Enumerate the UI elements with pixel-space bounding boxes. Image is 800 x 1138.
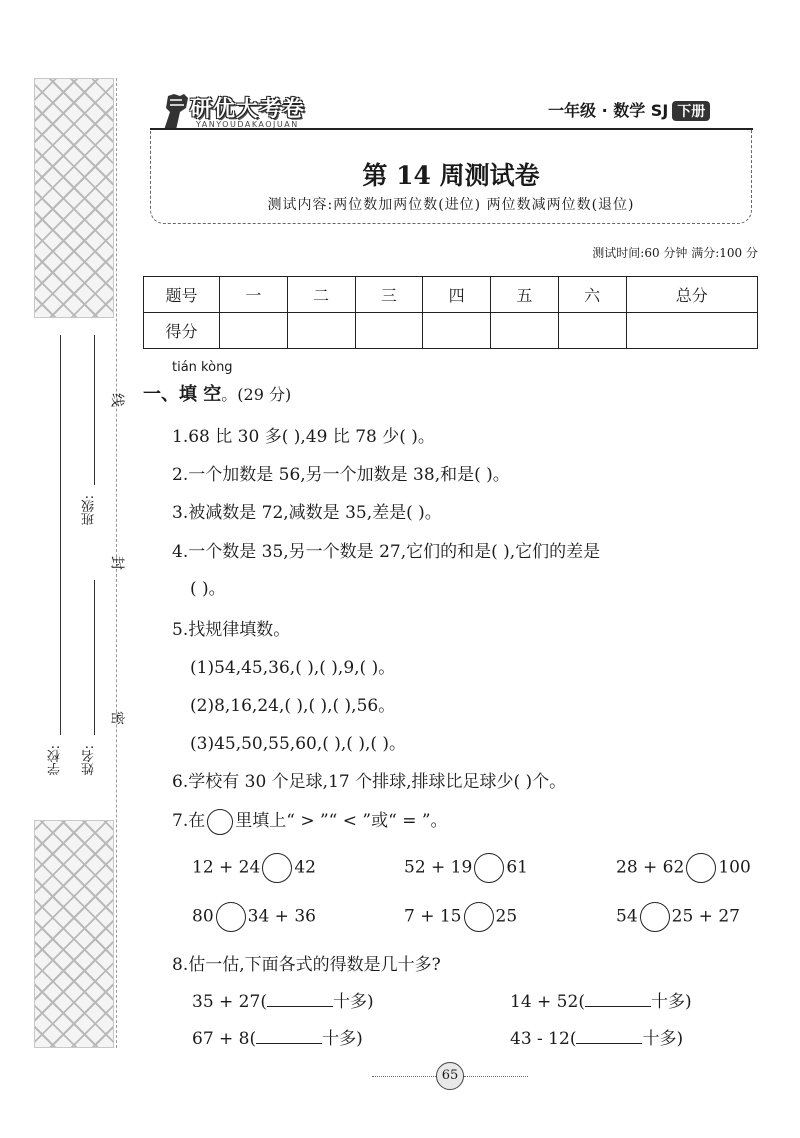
table-cell: 五: [491, 277, 559, 313]
compare-right: 25: [495, 906, 518, 927]
question-5-3: (3)45,50,55,60,( ),( ),( )。: [190, 734, 407, 754]
compare-left: 52 + 19: [404, 857, 473, 878]
section-heading: [143, 380, 291, 406]
seal-mark-seal: 封: [111, 554, 125, 570]
test-content: 测试内容:两位数加两位数(进位) 两位数减两位数(退位): [267, 197, 635, 213]
table-cell: 题号: [144, 277, 220, 313]
table-cell: 一: [220, 277, 288, 313]
score-cell[interactable]: [220, 313, 288, 349]
question-5-1: (1)54,45,36,( ),( ),9,( )。: [190, 658, 396, 678]
answer-blank[interactable]: [256, 1028, 322, 1044]
score-cell[interactable]: [491, 313, 559, 349]
compare-item: [616, 902, 740, 932]
section-label: 一、填 空: [143, 384, 222, 405]
compare-circle[interactable]: [464, 902, 494, 932]
compare-circle[interactable]: [216, 902, 246, 932]
grade-label: [548, 98, 710, 121]
compare-left: 7 + 15: [404, 906, 462, 927]
pinyin-annotation: tián kòng: [172, 360, 233, 375]
page-title: 第 14 周测试卷: [362, 161, 540, 190]
answer-blank[interactable]: [585, 991, 651, 1007]
compare-item: [616, 853, 751, 883]
compare-left: 28 + 62: [616, 857, 685, 878]
class-label: 班级:: [82, 495, 97, 526]
q7-prefix: 7.在: [172, 811, 206, 831]
name-label: 姓名:: [82, 745, 97, 776]
compare-item: [404, 902, 517, 932]
compare-left: 80: [192, 906, 214, 927]
estimate-item: [192, 987, 374, 1012]
estimate-item: [192, 1024, 363, 1049]
compare-right: 34 + 36: [247, 906, 316, 927]
score-cell[interactable]: [558, 313, 626, 349]
answer-blank[interactable]: [267, 991, 333, 1007]
question-8: 8.估一估,下面各式的得数是几十多?: [172, 955, 441, 975]
margin-pattern-bottom: [34, 820, 114, 1048]
table-cell: 六: [558, 277, 626, 313]
compare-circle[interactable]: [262, 853, 292, 883]
score-cell[interactable]: [287, 313, 355, 349]
question-5-2: (2)8,16,24,( ),( ),( ),56。: [190, 696, 396, 716]
compare-circle[interactable]: [474, 853, 504, 883]
logo-text: 研优大考卷: [190, 97, 306, 122]
compare-circle[interactable]: [686, 853, 716, 883]
compare-item: [404, 853, 528, 883]
table-row: [144, 313, 758, 349]
score-cell[interactable]: [355, 313, 423, 349]
question-4: 4.一个数是 35,另一个数是 27,它们的和是( ),它们的差是: [172, 542, 601, 562]
estimate-expr: 35 + 27(: [192, 992, 267, 1012]
term-badge: 下册: [672, 101, 710, 121]
estimate-expr: 14 + 52(: [510, 992, 585, 1012]
question-5: 5.找规律填数。: [172, 620, 291, 640]
logo: [152, 90, 332, 132]
compare-right: 61: [506, 857, 528, 878]
answer-blank[interactable]: [576, 1028, 642, 1044]
question-2: 2.一个加数是 56,另一个加数是 38,和是( )。: [172, 465, 510, 485]
table-cell: 总分: [626, 277, 758, 313]
estimate-tail: 十多): [322, 1029, 363, 1049]
school-line: [60, 335, 61, 735]
q7-suffix: 里填上“ > ”“ < ”或“ = ”。: [235, 811, 448, 831]
table-row: [144, 277, 758, 313]
name-line: [94, 580, 95, 735]
compare-right: 42: [294, 857, 316, 878]
table-cell: 得分: [144, 313, 220, 349]
fist-icon: [156, 90, 192, 132]
question-7: [172, 806, 448, 835]
circle-icon: [207, 809, 233, 835]
compare-circle[interactable]: [640, 902, 670, 932]
question-1: 1.68 比 30 多( ),49 比 78 少( )。: [172, 427, 435, 447]
score-table: [143, 276, 758, 349]
margin-pattern-top: [34, 78, 114, 318]
footer-line-left: [372, 1076, 436, 1077]
footer-line-right: [464, 1076, 528, 1077]
question-3: 3.被减数是 72,减数是 35,差是( )。: [172, 503, 442, 523]
section-points: 。(29 分): [221, 385, 292, 404]
score-cell[interactable]: [423, 313, 491, 349]
compare-right: 100: [718, 857, 751, 878]
table-cell: 二: [287, 277, 355, 313]
test-time: 测试时间:60 分钟 满分:100 分: [592, 246, 758, 260]
title-box: [150, 128, 752, 224]
estimate-item: [510, 1024, 683, 1049]
estimate-item: [510, 987, 692, 1012]
class-line: [94, 335, 95, 485]
estimate-tail: 十多): [642, 1029, 684, 1049]
estimate-tail: 十多): [650, 992, 692, 1012]
compare-right: 25 + 27: [671, 906, 740, 927]
estimate-expr: 43 - 12(: [510, 1029, 577, 1049]
seal-mark-secret: 密: [111, 709, 125, 725]
logo-subtitle: YANYOUDAKAOJUAN: [196, 120, 299, 129]
compare-item: [192, 902, 316, 932]
table-cell: 三: [355, 277, 423, 313]
question-4-cont: ( )。: [190, 579, 226, 599]
school-label: 学校:: [48, 745, 63, 776]
estimate-tail: 十多): [332, 992, 374, 1012]
score-cell[interactable]: [626, 313, 758, 349]
question-6: 6.学校有 30 个足球,17 个排球,排球比足球少( )个。: [172, 772, 567, 792]
compare-left: 12 + 24: [192, 857, 261, 878]
grade-text: 一年级 · 数学 SJ: [548, 101, 669, 120]
estimate-expr: 67 + 8(: [192, 1029, 257, 1049]
compare-left: 54: [616, 906, 638, 927]
page-number: 65: [436, 1062, 464, 1090]
seal-mark-line: 线: [111, 391, 125, 407]
compare-item: [192, 853, 316, 883]
table-cell: 四: [423, 277, 491, 313]
